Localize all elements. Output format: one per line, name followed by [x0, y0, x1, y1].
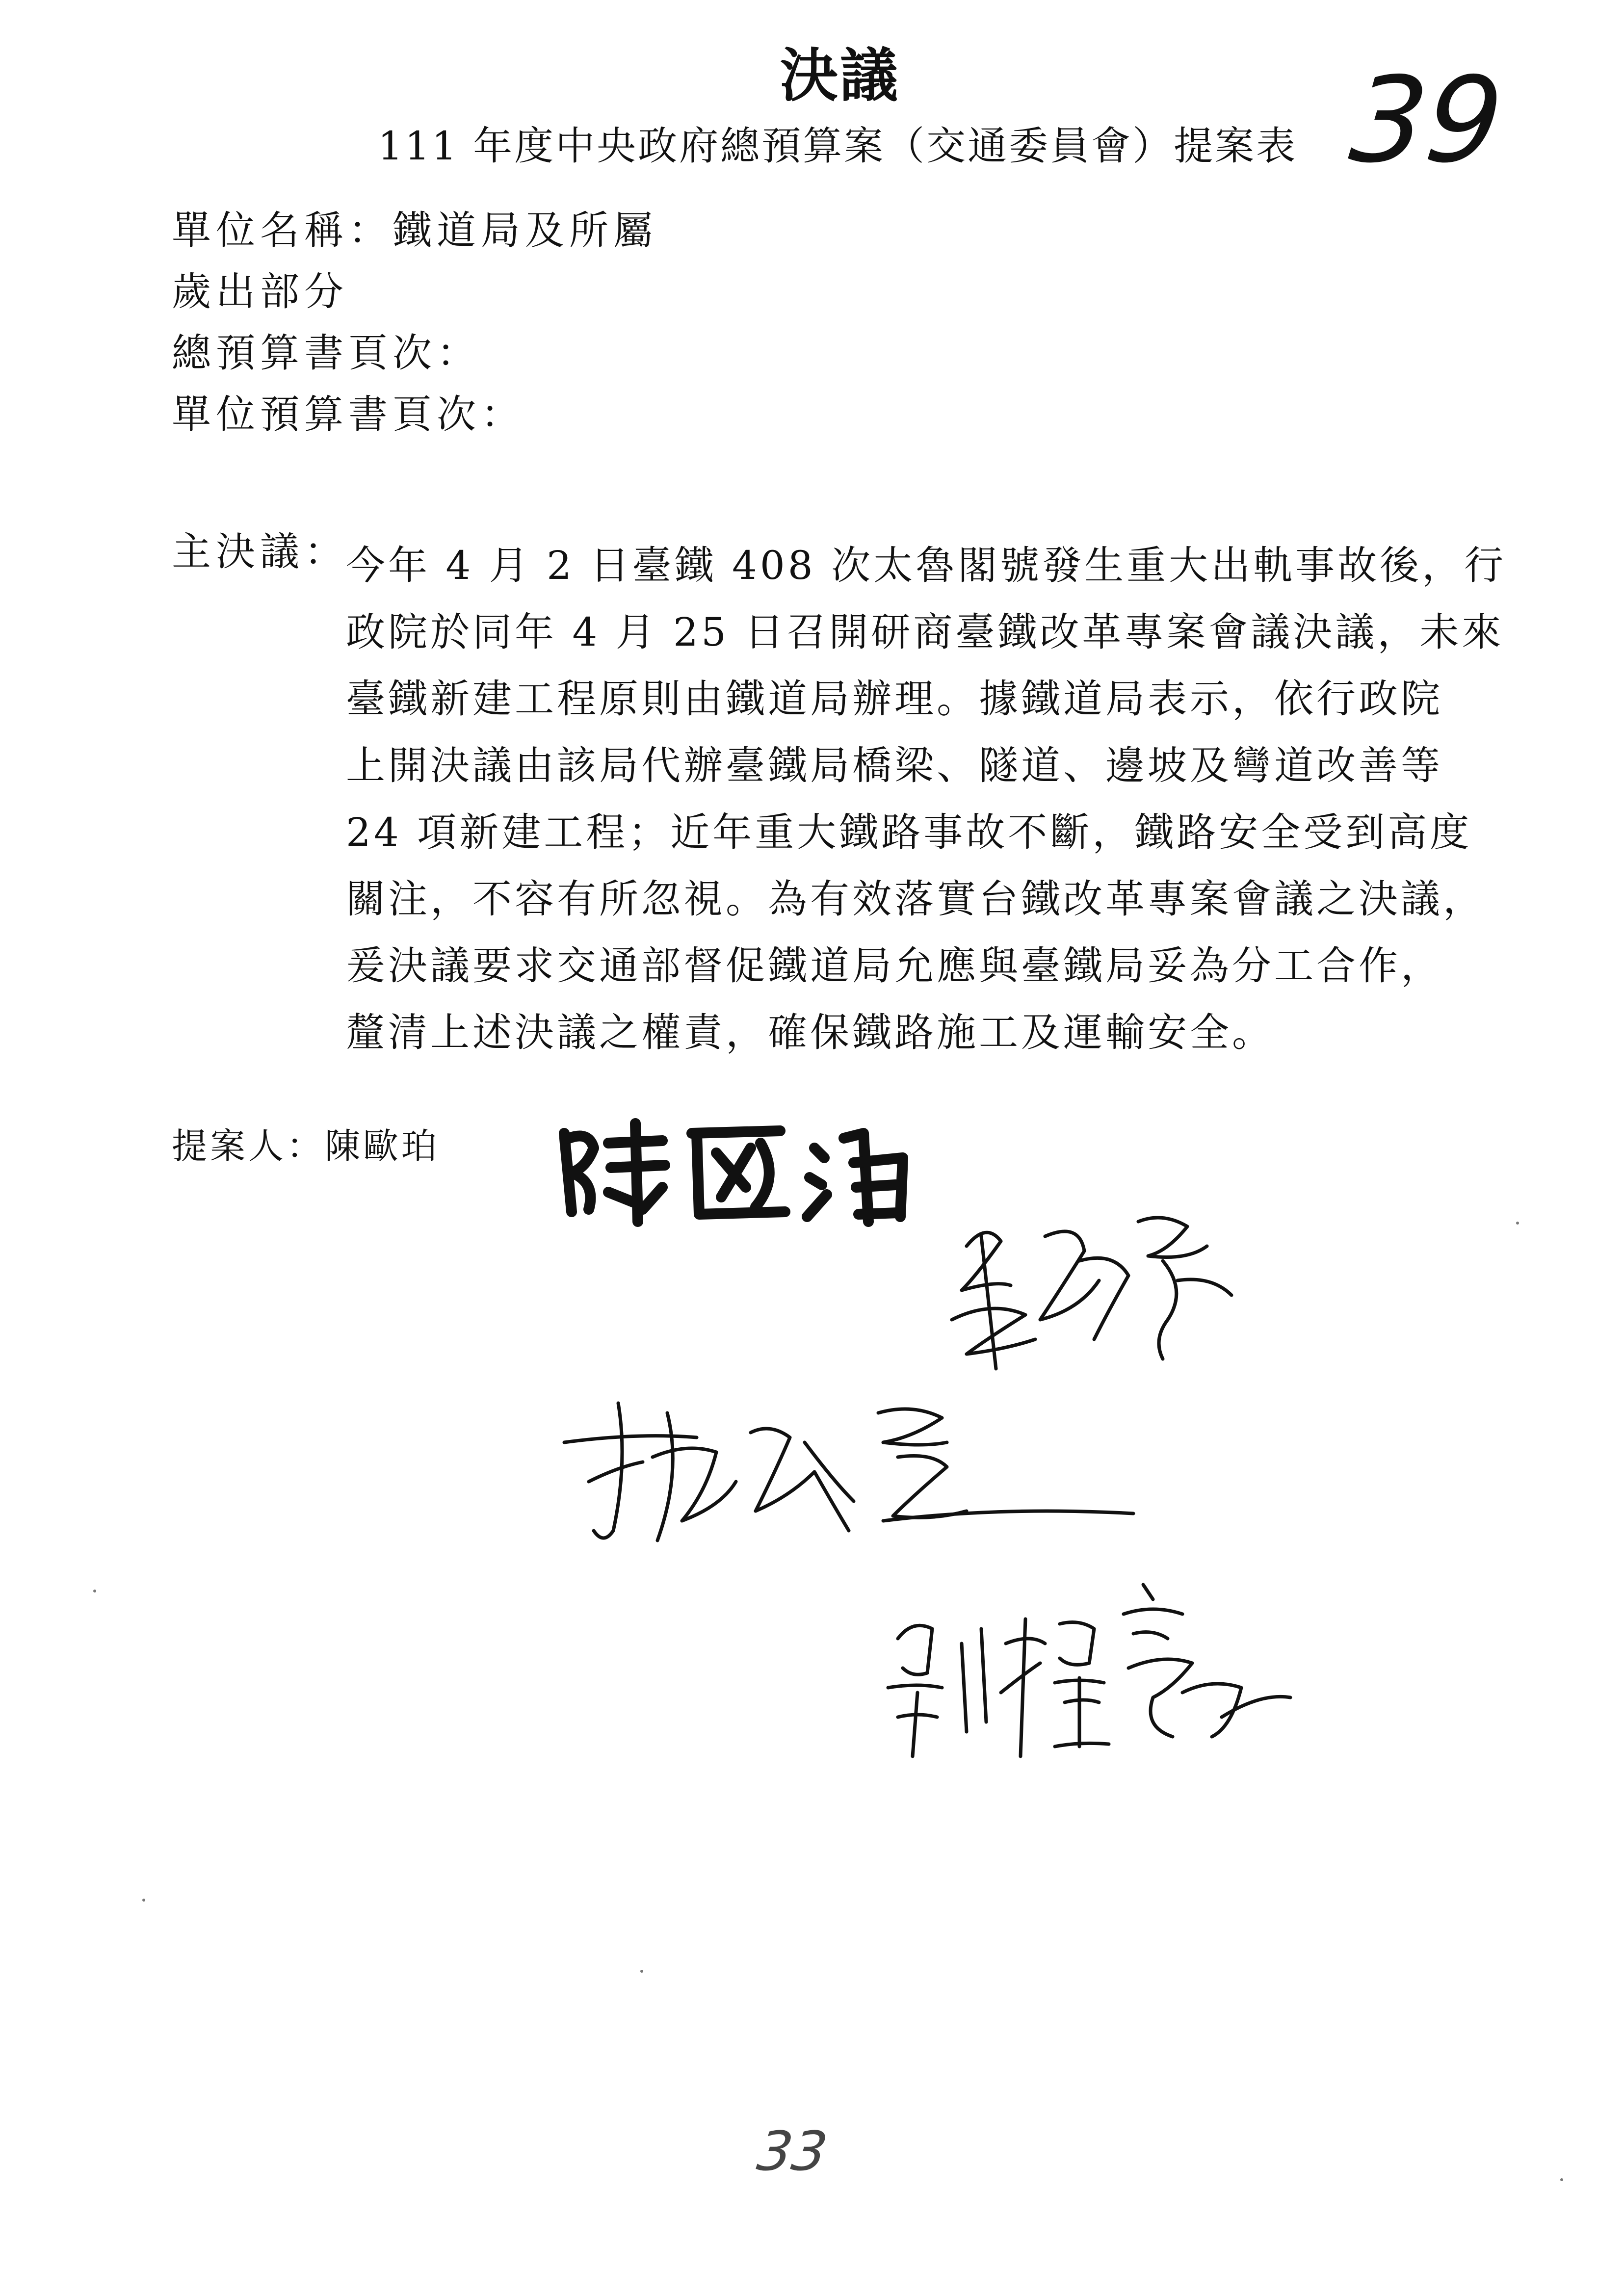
unit-name-line: 單位名稱：鐵道局及所屬	[172, 208, 657, 253]
handwritten-page-number: 33	[754, 2120, 831, 2183]
signature-1	[550, 1104, 942, 1236]
resolution-line: 政院於同年 4 月 25 日召開研商臺鐵改革專案會議決議，未來	[346, 609, 1504, 655]
scan-speck	[142, 1899, 145, 1902]
resolution-line: 今年 4 月 2 日臺鐵 408 次太魯閣號發生重大出軌事故後，行	[346, 543, 1507, 588]
resolution-label: 主決議：	[172, 529, 348, 574]
section-line: 歲出部分	[172, 269, 348, 314]
resolution-line: 釐清上述決議之權責，確保鐵路施工及運輸安全。	[346, 1010, 1274, 1055]
signature-3	[559, 1383, 1138, 1560]
scan-speck	[1560, 2178, 1563, 2181]
scan-speck	[640, 1970, 643, 1973]
signature-2	[932, 1192, 1251, 1398]
resolution-line: 24 項新建工程；近年重大鐵路事故不斷，鐵路安全受到高度	[346, 809, 1472, 855]
scan-speck	[93, 1590, 96, 1592]
form-title: 111 年度中央政府總預算案（交通委員會）提案表	[378, 123, 1298, 169]
resolution-line: 爰決議要求交通部督促鐵道局允應與臺鐵局妥為分工合作，	[346, 943, 1443, 989]
scan-speck	[1516, 1222, 1519, 1225]
resolution-line: 上開決議由該局代辦臺鐵局橋梁、隧道、邊坡及彎道改善等	[346, 743, 1443, 788]
general-budget-page-line: 總預算書頁次：	[172, 330, 481, 376]
resolution-text	[346, 532, 1523, 1066]
resolution-line: 關注，不容有所忽視。為有效落實台鐵改革專案會議之決議，	[346, 876, 1485, 922]
handwritten-form-number: 39	[1344, 52, 1509, 189]
handwritten-heading: 決議	[780, 41, 900, 109]
unit-budget-page-line: 單位預算書頁次：	[172, 391, 525, 437]
signature-4	[868, 1570, 1310, 1776]
resolution-line: 臺鐵新建工程原則由鐵道局辦理。據鐵道局表示，依行政院	[346, 676, 1443, 722]
proposer-line: 提案人：陳歐珀	[172, 1125, 440, 1167]
